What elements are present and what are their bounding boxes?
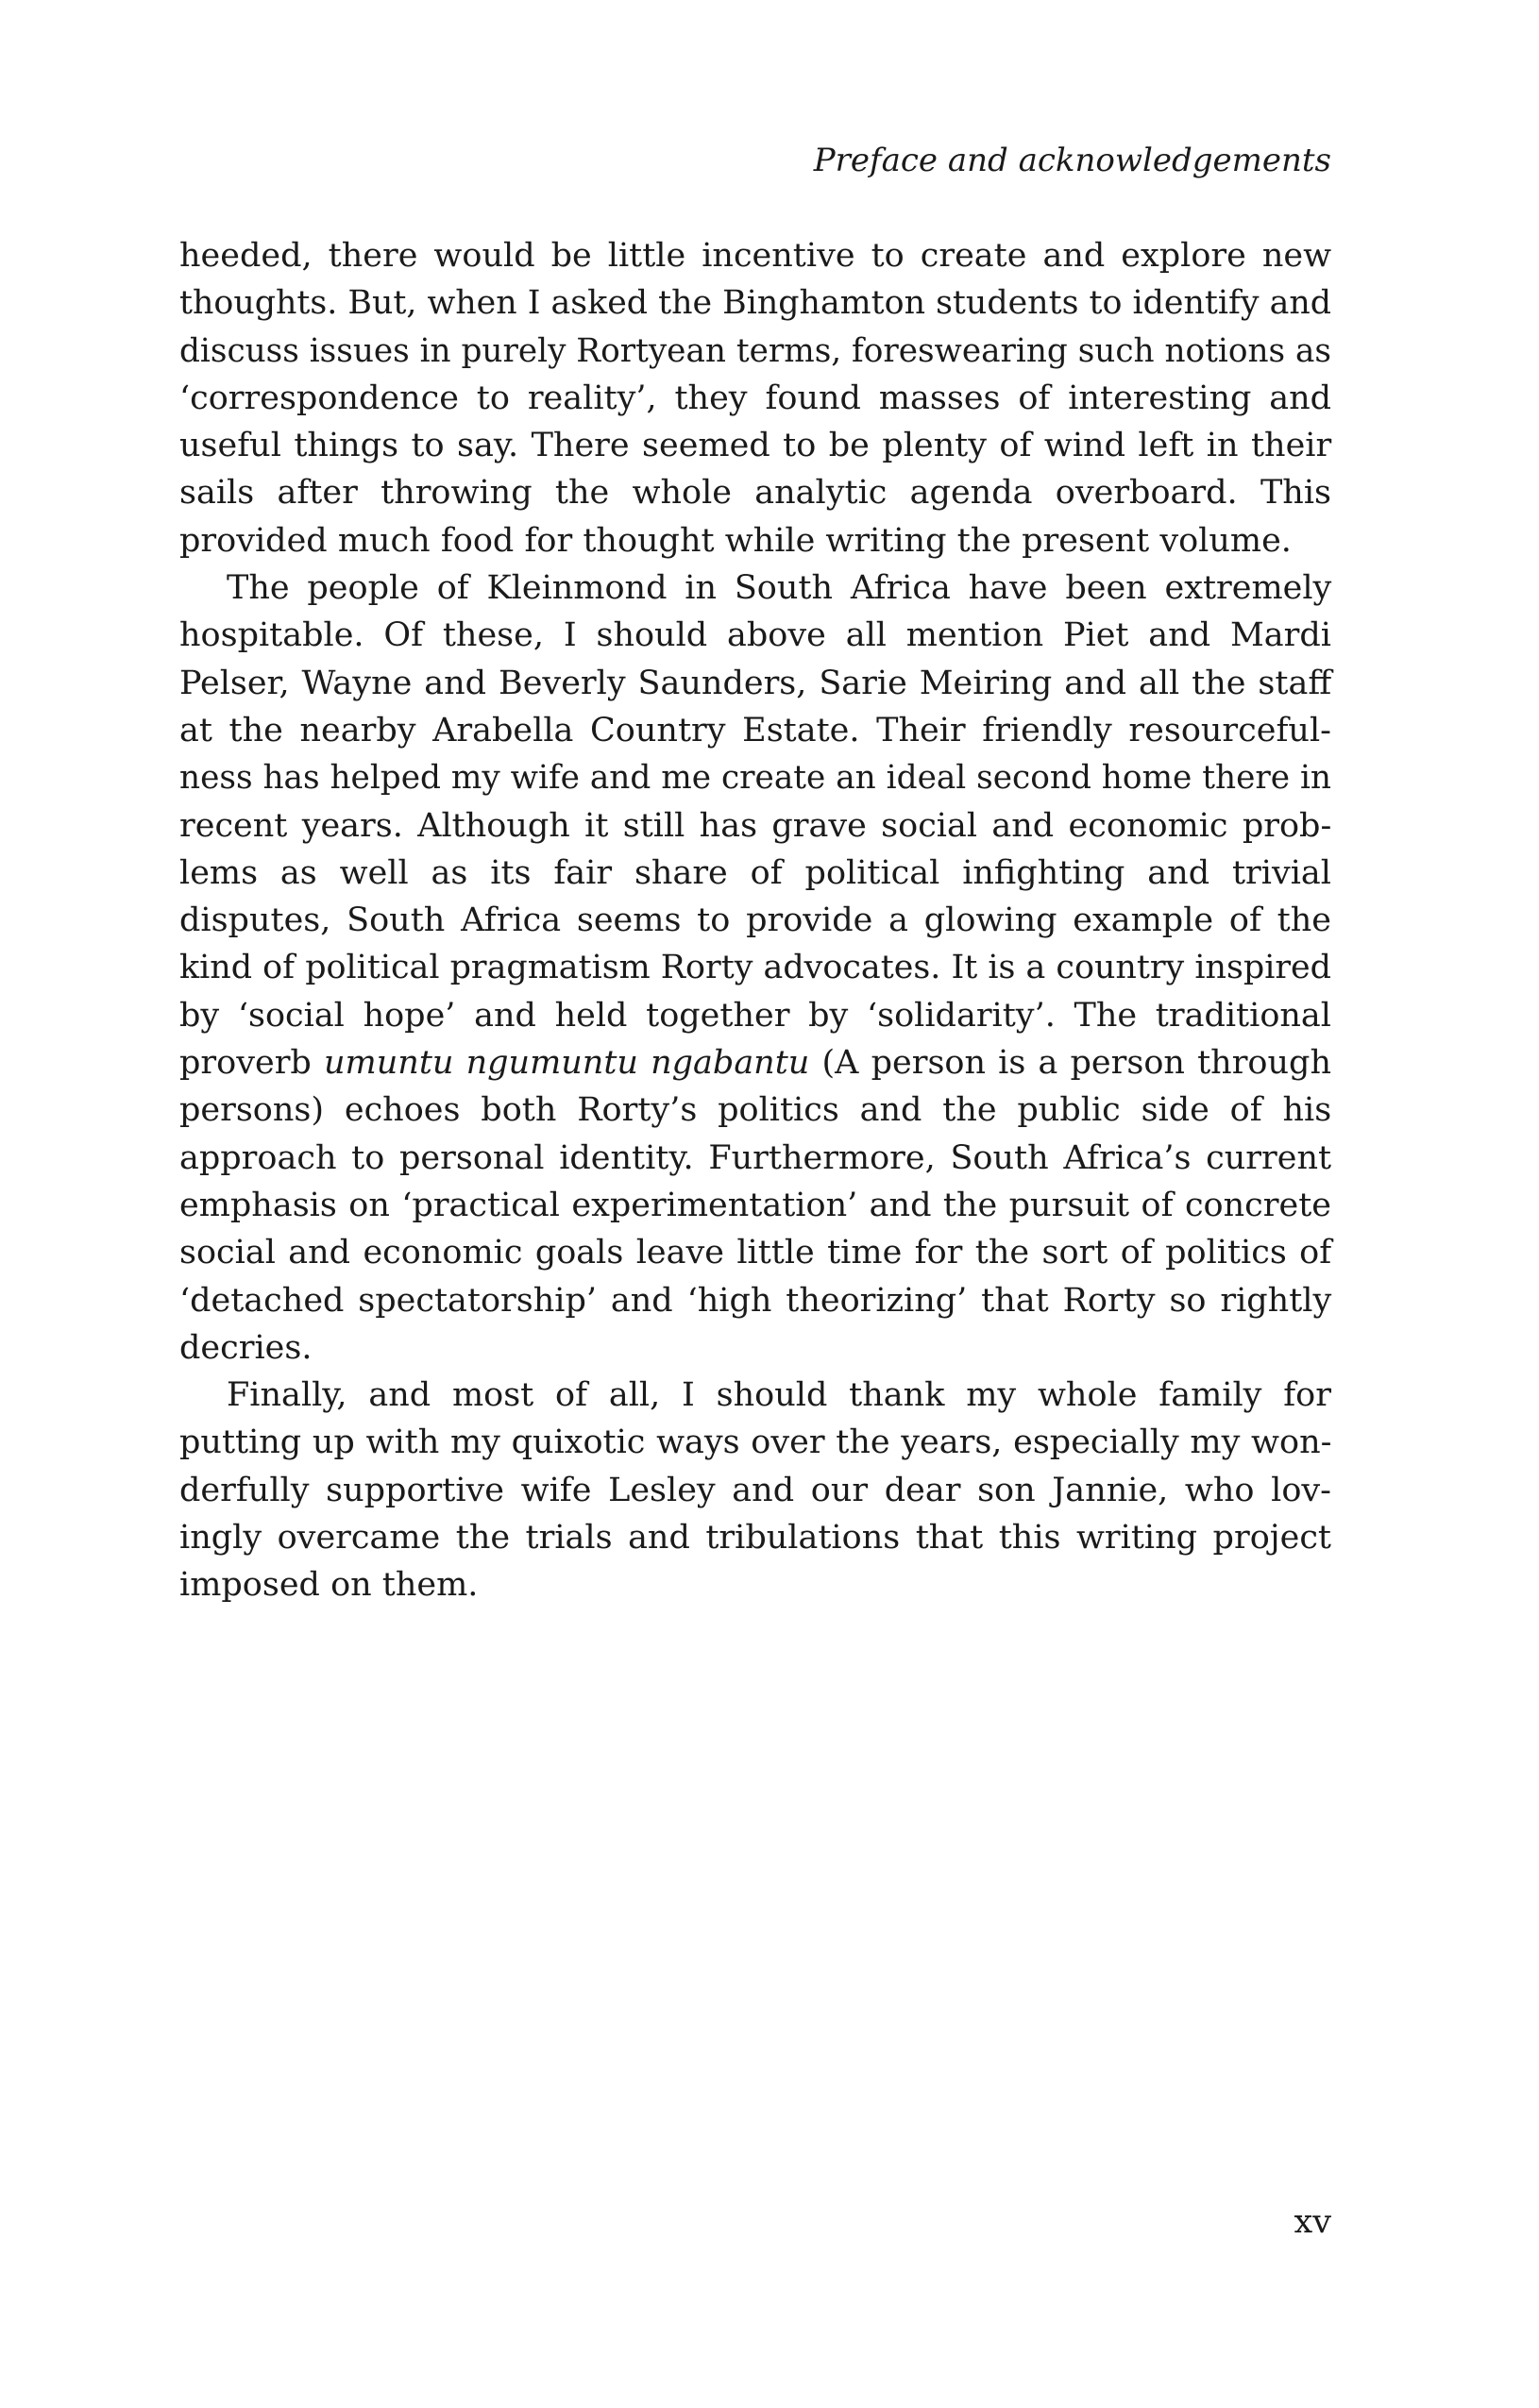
text-line: putting up with my quixotic ways over the years, especially my won- bbox=[179, 1423, 1332, 1462]
text-line: decries. bbox=[179, 1328, 313, 1367]
text-line: emphasis on ‘practical experimentation’ and the pursuit of concrete bbox=[179, 1186, 1331, 1224]
text-line: imposed on them. bbox=[179, 1566, 479, 1605]
text-line: social and economic goals leave little time for the sort of politics of bbox=[179, 1234, 1332, 1272]
text-line: by ‘social hope’ and held together by ‘solidarity’. The traditional bbox=[179, 996, 1331, 1035]
body-text bbox=[179, 232, 1331, 1609]
paragraph-2 bbox=[179, 564, 1331, 1372]
text-line: lems as well as its fair share of political infighting and trivial bbox=[179, 853, 1331, 892]
text-line: approach to personal identity. Furthermore, South Africa’s current bbox=[179, 1138, 1332, 1177]
text-line: Pelser, Wayne and Beverly Saunders, Sarie Meiring and all the staff bbox=[179, 664, 1332, 702]
text-line: ingly overcame the trials and tribulations that this writing project bbox=[179, 1519, 1331, 1558]
text-line: ness has helped my wife and me create an ideal second home there in bbox=[179, 759, 1331, 798]
text-line: thoughts. But, when I asked the Binghamton students to identify and bbox=[179, 284, 1331, 323]
text-line: discuss issues in purely Rortyean terms, foreswearing such notions as bbox=[179, 331, 1331, 370]
text-line-proverb bbox=[179, 1039, 1331, 1086]
text-line: ‘correspondence to reality’, they found masses of interesting and bbox=[179, 379, 1332, 417]
text-line: persons) echoes both Rorty’s politics and the public side of his bbox=[179, 1091, 1332, 1130]
text-line: derfully supportive wife Lesley and our dear son Jannie, who lov- bbox=[179, 1471, 1331, 1509]
proverb-rest: (A person is a person through bbox=[809, 1044, 1331, 1083]
text-line: at the nearby Arabella Country Estate. Their friendly resourceful- bbox=[179, 711, 1331, 749]
text-line: heeded, there would be little incentive to create and explore new bbox=[179, 237, 1332, 275]
paragraph-1 bbox=[179, 232, 1331, 564]
text-line: provided much food for thought while writing the present volume. bbox=[179, 521, 1292, 560]
page-number: xv bbox=[1294, 2203, 1331, 2241]
text-line: disputes, South Africa seems to provide a glowing example of the bbox=[179, 901, 1331, 940]
text-line: kind of political pragmatism Rorty advocates. It is a country inspired bbox=[179, 949, 1331, 987]
text-line: useful things to say. There seemed to be plenty of wind left in their bbox=[179, 427, 1332, 465]
paragraph-3 bbox=[179, 1372, 1331, 1608]
text-line: Finally, and most of all, I should thank my whole family for bbox=[227, 1376, 1331, 1415]
text-line: ‘detached spectatorship’ and ‘high theorizing’ that Rorty so rightly bbox=[179, 1281, 1332, 1320]
proverb-lead: proverb bbox=[179, 1044, 324, 1083]
running-head: Preface and acknowledgements bbox=[813, 142, 1331, 179]
text-line: The people of Kleinmond in South Africa have been extremely bbox=[227, 569, 1332, 608]
text-line: sails after throwing the whole analytic agenda overboard. This bbox=[179, 474, 1331, 513]
proverb-italic: umuntu ngumuntu ngabantu bbox=[324, 1044, 810, 1083]
text-line: recent years. Although it still has grave social and economic prob- bbox=[179, 806, 1332, 845]
text-line: hospitable. Of these, I should above all mention Piet and Mardi bbox=[179, 616, 1331, 655]
